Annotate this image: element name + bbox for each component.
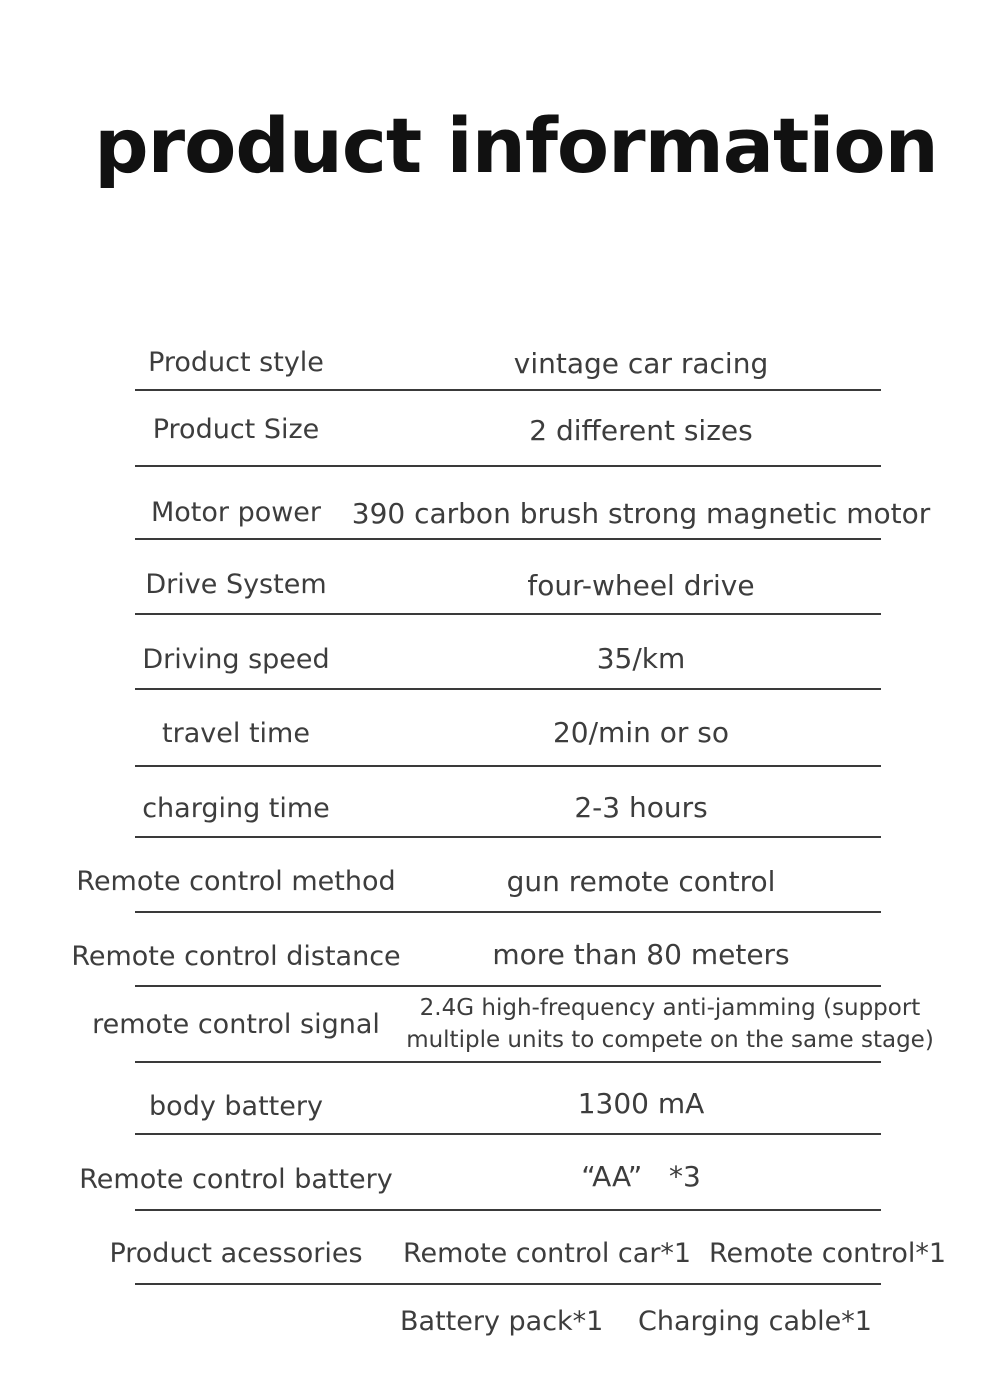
spec-label-remote-control-battery: Remote control battery: [79, 1164, 393, 1195]
row-divider: [135, 1209, 881, 1211]
spec-label-driving-speed: Driving speed: [142, 644, 330, 675]
spec-value-remote-control-method: gun remote control: [506, 865, 776, 898]
spec-value-remote-control-distance: more than 80 meters: [492, 938, 790, 971]
spec-label-body-battery: body battery: [149, 1091, 323, 1122]
spec-label-product-accessories: Product acessories: [109, 1238, 363, 1269]
row-divider: [135, 538, 881, 540]
spec-label-remote-control-distance: Remote control distance: [71, 941, 401, 972]
row-divider: [135, 1283, 881, 1285]
spec-value-driving-speed: 35/km: [596, 642, 686, 675]
spec-value-charging-time: 2-3 hours: [574, 791, 708, 824]
spec-value-product-size: 2 different sizes: [529, 414, 753, 447]
spec-label-drive-system: Drive System: [145, 569, 327, 600]
accessory-item: Charging cable*1: [638, 1306, 872, 1337]
row-divider: [135, 985, 881, 987]
accessory-item: Battery pack*1: [400, 1306, 604, 1337]
row-divider: [135, 465, 881, 467]
row-divider: [135, 911, 881, 913]
row-divider: [135, 1061, 881, 1063]
page-title: product information: [94, 101, 938, 190]
spec-label-remote-control-signal: remote control signal: [92, 1009, 380, 1040]
accessory-item: Remote control*1: [709, 1238, 947, 1269]
spec-value-motor-power: 390 carbon brush strong magnetic motor: [351, 497, 931, 530]
signal-line-2: multiple units to compete on the same stage): [406, 1027, 934, 1053]
spec-label-motor-power: Motor power: [150, 497, 322, 528]
spec-value-drive-system: four-wheel drive: [527, 569, 755, 602]
accessory-item: Remote control car*1: [403, 1238, 692, 1269]
row-divider: [135, 688, 881, 690]
row-divider: [135, 389, 881, 391]
row-divider: [135, 836, 881, 838]
spec-label-travel-time: travel time: [162, 718, 310, 749]
spec-value-body-battery: 1300 mA: [577, 1087, 705, 1120]
spec-label-remote-control-method: Remote control method: [76, 866, 396, 897]
spec-label-charging-time: charging time: [142, 793, 330, 824]
spec-value-product-style: vintage car racing: [513, 347, 769, 380]
row-divider: [135, 613, 881, 615]
spec-label-product-size: Product Size: [152, 414, 320, 445]
signal-line-1: 2.4G high-frequency anti-jamming (support: [419, 995, 921, 1021]
spec-value-travel-time: 20/min or so: [552, 716, 730, 749]
spec-label-product-style: Product style: [148, 347, 324, 378]
row-divider: [135, 765, 881, 767]
spec-value-remote-control-signal: [406, 992, 934, 1056]
row-divider: [135, 1133, 881, 1135]
spec-value-remote-control-battery: “AA” *3: [581, 1160, 701, 1193]
